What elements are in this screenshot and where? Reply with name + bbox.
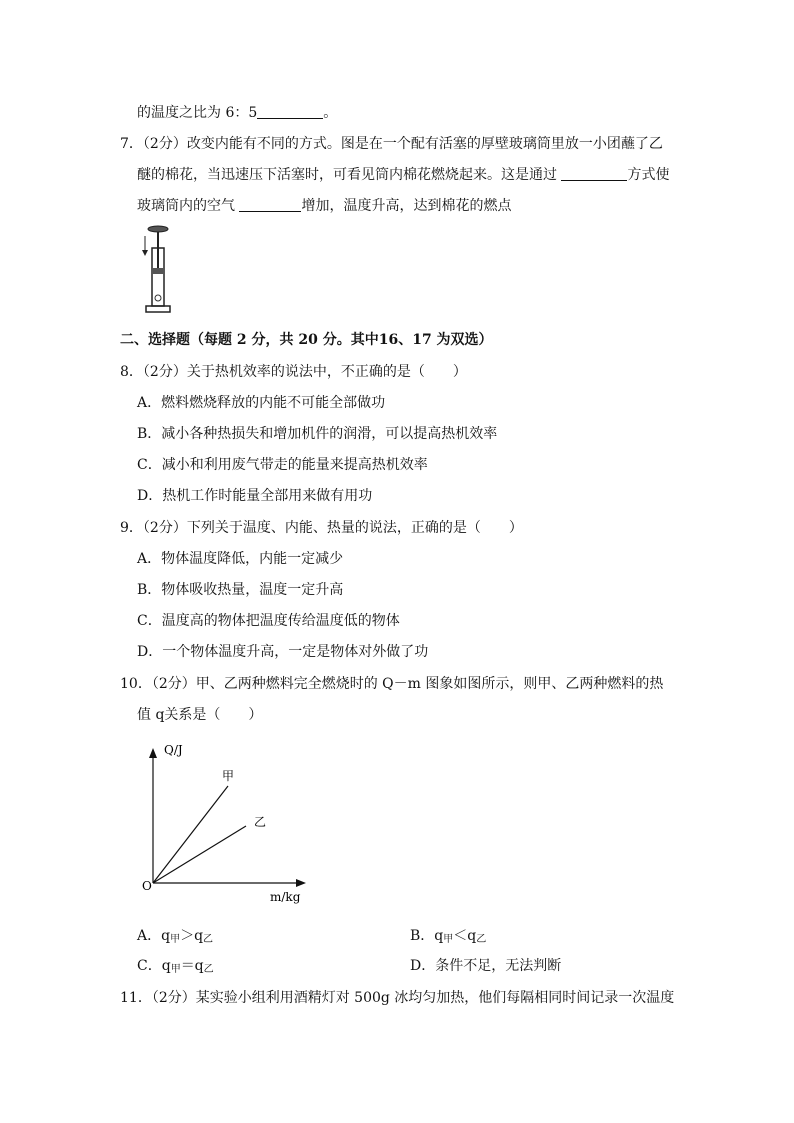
q10-option-c-sub1: 甲 [170, 964, 181, 975]
q10-option-b-rel: ＜q [453, 928, 477, 944]
line-yi-label: 乙 [254, 815, 267, 829]
q8-stem: 8．（2分）关于热机效率的说法中，不正确的是（ ） [120, 364, 467, 380]
q10-option-a-prefix: A．q [137, 928, 171, 944]
q7-line3 [137, 196, 511, 216]
q10-option-b-prefix: B．q [410, 928, 444, 944]
q9-stem: 9．（2分）下列关于温度、内能、热量的说法，正确的是（ ） [120, 520, 523, 536]
q7-line2-end: 方式使 [627, 167, 670, 183]
q7-line2-text: 醚的棉花，当迅速压下活塞时，可看见筒内棉花燃烧起来。这是通过 [137, 167, 557, 183]
q7-number: 7． [120, 136, 143, 152]
q10-qm-graph [130, 738, 310, 908]
q8-option-a[interactable]: A．燃料燃烧释放的内能不可能全部做功 [137, 395, 386, 411]
q9-option-d[interactable]: D．一个物体温度升高，一定是物体对外做了功 [137, 644, 429, 660]
q8-option-c[interactable]: C．减小和利用废气带走的能量来提高热机效率 [137, 457, 428, 473]
q9-option-a[interactable]: A．物体温度降低，内能一定减少 [137, 551, 344, 567]
q11-line1: 11．（2分）某实验小组利用酒精灯对 500g 冰均匀加热，他们每隔相同时间记录一次温度 [120, 990, 675, 1006]
q10-option-c-prefix: C．q [137, 958, 171, 974]
q7-line1-text: （2分）改变内能有不同的方式。图是在一个配有活塞的厚壁玻璃筒里放一小团蘸了乙 [142, 136, 663, 152]
q10-option-b-sub1: 甲 [443, 934, 454, 945]
x-axis-arrow [296, 879, 306, 887]
q7-answer-blank-1[interactable] [561, 166, 627, 181]
q7-line3-start: 玻璃筒内的空气 [137, 198, 235, 214]
q8-option-d[interactable]: D．热机工作时能量全部用来做有用功 [137, 488, 373, 504]
q6-answer-blank[interactable] [257, 104, 323, 119]
y-axis-arrow [149, 748, 157, 758]
q6-tail [137, 103, 337, 123]
q9-option-b[interactable]: B．物体吸收热量，温度一定升高 [137, 582, 344, 598]
q10-option-a-sub1: 甲 [170, 934, 181, 945]
section2-header: 二、选择题（每题 2 分，共 20 分。其中16、17 为双选） [120, 332, 493, 348]
q8-option-b[interactable]: B．减小各种热损失和增加机件的润滑，可以提高热机效率 [137, 426, 498, 442]
q10-option-b[interactable] [410, 926, 486, 950]
q10-stem-line2: 值 q关系是（ ） [137, 707, 263, 723]
q10-option-c-rel: ＝q [180, 958, 204, 974]
q6-tail-text: 的温度之比为 6：5 [137, 105, 258, 121]
q7-line3-end: 增加，温度升高，达到棉花的燃点 [301, 198, 512, 214]
q9-option-c[interactable]: C．温度高的物体把温度传给温度低的物体 [137, 613, 400, 629]
line-yi [153, 826, 246, 883]
q10-option-c[interactable] [137, 956, 214, 980]
q10-option-b-sub2: 乙 [476, 934, 487, 945]
y-axis-label: Q/J [164, 743, 183, 757]
q10-option-d[interactable]: D．条件不足，无法判断 [410, 958, 562, 974]
q10-stem-line1: 10．（2分）甲、乙两种燃料完全燃烧时的 Q－m 图象如图所示，则甲、乙两种燃料的热 [120, 676, 664, 692]
q6-tail-end: 。 [323, 105, 338, 121]
line-jia [153, 786, 228, 883]
q7-line1 [120, 134, 663, 154]
origin-label: O [142, 879, 152, 893]
q10-option-a[interactable] [137, 926, 213, 950]
q10-option-a-rel: ＞q [180, 928, 204, 944]
line-jia-label: 甲 [222, 769, 235, 783]
piston-tube-figure [140, 224, 180, 316]
q7-answer-blank-2[interactable] [239, 197, 301, 212]
q10-option-a-sub2: 乙 [203, 934, 214, 945]
q7-line2 [137, 165, 669, 185]
x-axis-label: m/kg [270, 890, 301, 904]
q10-option-c-sub2: 乙 [203, 964, 214, 975]
